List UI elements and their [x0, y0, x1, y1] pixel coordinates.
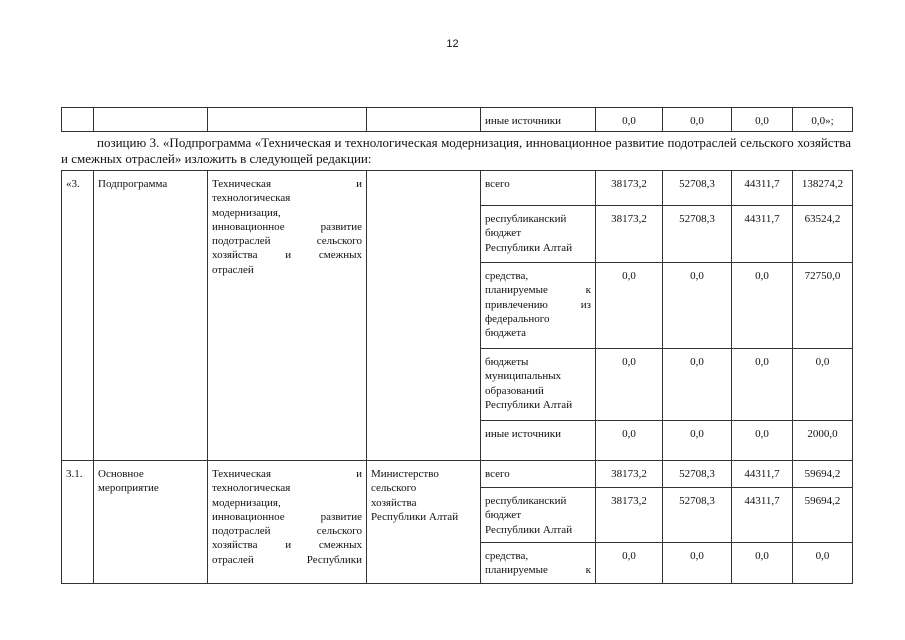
- text-line: технологическая: [212, 482, 291, 495]
- table-row: [62, 108, 853, 132]
- text-line: сельского: [371, 482, 417, 495]
- text-line: хозяйства: [371, 496, 417, 509]
- value-cell: 0,0: [596, 263, 663, 349]
- table-cell: [367, 108, 481, 132]
- text-line: Министерство: [371, 468, 439, 480]
- executor-cell: [367, 171, 481, 461]
- text-line: республиканский: [485, 495, 567, 507]
- value-cell: 38173,2: [596, 488, 663, 543]
- text-line: бюджет: [485, 509, 521, 522]
- table-row: [62, 171, 853, 206]
- value-cell: 72750,0: [793, 263, 853, 349]
- value-cell: 52708,3: [663, 171, 732, 206]
- value-cell: 0,0: [793, 543, 853, 584]
- funding-source-cell: иные источники: [481, 108, 596, 132]
- row-number-cell: 3.1.: [62, 461, 94, 584]
- text-line: привлечению из: [485, 298, 591, 311]
- value-cell: 0,0»;: [793, 108, 853, 132]
- text-line: средства,: [485, 550, 529, 562]
- executor-cell: [367, 461, 481, 584]
- text-line: бюджета: [485, 327, 527, 340]
- value-cell: 38173,2: [596, 171, 663, 206]
- value-cell: 0,0: [663, 349, 732, 421]
- funding-source-cell: [481, 421, 596, 461]
- value-cell: 0,0: [732, 543, 793, 584]
- value-cell: 0,0: [596, 421, 663, 461]
- table-cell: [62, 108, 94, 132]
- funding-source-cell: [481, 263, 596, 349]
- funding-source-cell: [481, 543, 596, 584]
- table-cell: [208, 108, 367, 132]
- value-cell: 0,0: [663, 543, 732, 584]
- continuation-paragraph: позицию 3. «Подпрограмма «Техническая и технологическая модернизация, инновационное развитие подотраслей сельского хозяйства и смежных отраслей» изложить в следующей редакции:: [61, 135, 851, 166]
- text-line: республиканский: [485, 213, 567, 225]
- value-cell: 59694,2: [793, 461, 853, 488]
- text-line: Республики Алтай: [485, 523, 573, 536]
- text-line: федерального: [485, 312, 550, 325]
- program-table: [61, 170, 853, 584]
- text-line: подотраслей сельского: [212, 235, 362, 248]
- text-line: инновационное развитие: [212, 510, 362, 523]
- value-cell: 52708,3: [663, 206, 732, 263]
- funding-source-cell: [481, 461, 596, 488]
- text-line: планируемые к: [485, 564, 591, 577]
- item-type-cell: [94, 461, 208, 584]
- funding-source-cell: [481, 488, 596, 543]
- value-cell: 0,0: [663, 421, 732, 461]
- text-line: образований: [485, 384, 544, 397]
- text-line: Республики Алтай: [485, 398, 573, 411]
- text-line: Техническая и: [212, 178, 362, 190]
- text-line: технологическая: [212, 192, 291, 205]
- page-number: 12: [446, 38, 459, 50]
- item-name-cell: [208, 171, 367, 461]
- value-cell: 0,0: [732, 349, 793, 421]
- value-cell: 0,0: [596, 349, 663, 421]
- value-cell: 44311,7: [732, 488, 793, 543]
- text-line: средства,: [485, 270, 529, 282]
- value-cell: 0,0: [732, 108, 793, 132]
- funding-source-cell: [481, 206, 596, 263]
- text-line: Республики Алтай: [485, 241, 573, 254]
- value-cell: 0,0: [793, 349, 853, 421]
- text-line: Основное: [98, 468, 144, 480]
- value-cell: 44311,7: [732, 171, 793, 206]
- text-line: подотраслей сельского: [212, 525, 362, 538]
- text-line: отраслей Республики: [212, 553, 362, 566]
- text-line: Техническая и: [212, 468, 362, 480]
- value-cell: 38173,2: [596, 461, 663, 488]
- item-name-cell: [208, 461, 367, 584]
- value-cell: 44311,7: [732, 206, 793, 263]
- text-line: бюджеты: [485, 356, 529, 368]
- value-cell: 52708,3: [663, 488, 732, 543]
- value-cell: 138274,2: [793, 171, 853, 206]
- value-cell: 63524,2: [793, 206, 853, 263]
- text-line: модернизация,: [212, 206, 281, 219]
- value-cell: 0,0: [663, 263, 732, 349]
- table-cell: [94, 108, 208, 132]
- value-cell: 0,0: [596, 108, 663, 132]
- text-line: мероприятие: [98, 482, 159, 495]
- item-type-cell: Подпрограмма: [94, 171, 208, 461]
- value-cell: 0,0: [732, 263, 793, 349]
- text-line: всего: [485, 468, 510, 480]
- table-row: [62, 461, 853, 488]
- funding-source-cell: [481, 171, 596, 206]
- value-cell: 0,0: [732, 421, 793, 461]
- text-line: хозяйства и смежных: [212, 539, 362, 552]
- row-number-cell: «3.: [62, 171, 94, 461]
- text-line: отраслей: [212, 263, 254, 276]
- text-line: хозяйства и смежных: [212, 249, 362, 262]
- text-line: инновационное развитие: [212, 220, 362, 233]
- value-cell: 59694,2: [793, 488, 853, 543]
- top-table: [61, 107, 853, 132]
- text-line: муниципальных: [485, 370, 562, 383]
- text-line: всего: [485, 178, 510, 190]
- value-cell: 38173,2: [596, 206, 663, 263]
- value-cell: 0,0: [596, 543, 663, 584]
- text-line: Республики Алтай: [371, 510, 459, 523]
- value-cell: 52708,3: [663, 461, 732, 488]
- text-line: бюджет: [485, 227, 521, 240]
- value-cell: 44311,7: [732, 461, 793, 488]
- funding-source-cell: [481, 349, 596, 421]
- text-line: модернизация,: [212, 496, 281, 509]
- value-cell: 2000,0: [793, 421, 853, 461]
- text-line: планируемые к: [485, 284, 591, 297]
- value-cell: 0,0: [663, 108, 732, 132]
- text-line: иные источники: [485, 428, 561, 440]
